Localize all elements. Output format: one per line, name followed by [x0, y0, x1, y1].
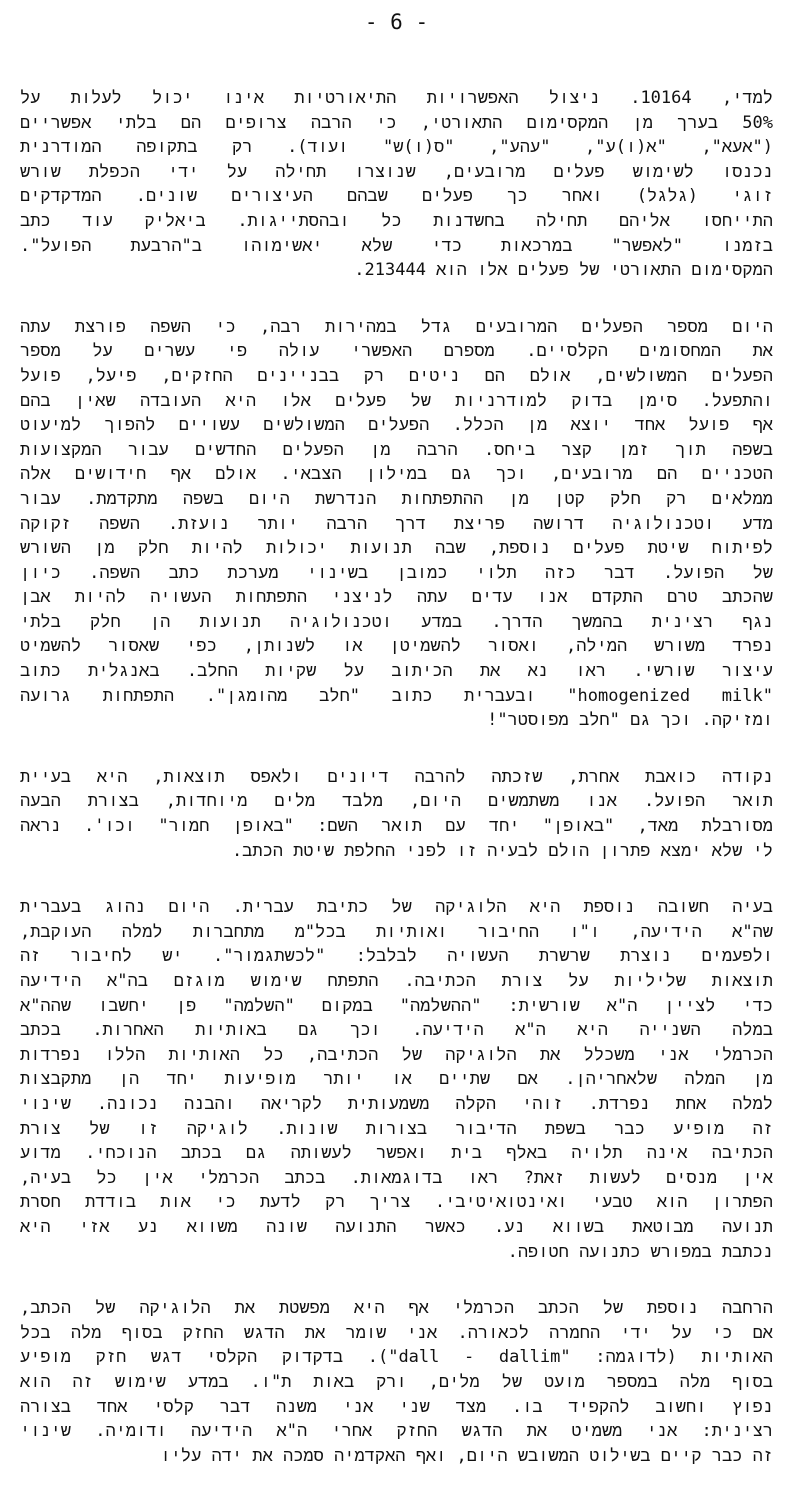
text-line: "homogenized milk" ובעברית כתוב "חלב מהומגן". התפתחות גרועה: [20, 685, 773, 706]
text-line: לפיתוח שיטת פעלים נוספת, שבה תנועות יכולות להיות חלק מן השורש: [20, 538, 773, 559]
text-line: במלה השנייה היא ה"א הידיעה. וכך גם באותיות האחרות. בכתב: [20, 1020, 773, 1041]
text-line: תנועה מבוטאת בשווא נע. כאשר התנועה שונה משווא נע אזי היא: [20, 1216, 773, 1237]
text-line: המקסימום התאורטי של פעלים אלו הוא 213444.: [354, 260, 773, 281]
text-line: נכתבת במפורש כתנועה חטופה.: [507, 1241, 773, 1262]
text-line: האותיות (לדוגמה: "dall - dallim"). בדקדוק הקלסי דגש חזק מופיע: [20, 1347, 773, 1368]
text-line: זה כבר קיים בשילוט המשובש היום, ואף האקדמיה סמכה את ידה עליו: [160, 1445, 773, 1466]
text-line: למדי, 10164. ניצול האפשרויות התיאורטיות אינו יכול לעלות על: [20, 88, 773, 108]
text-line: הפעלים המשולשים, אולם הם ניטים רק בבניינים החזקים, פיעל, פועל: [20, 365, 773, 386]
text-line: למלה אחת נפרדת. זוהי הקלה משמעותית לקריאה והבנה נכונה. שינוי: [20, 1093, 773, 1114]
text-line: מדע וטכנולוגיה דרושה פריצת דרך הרבה יותר נועזת. השפה זקוקה: [20, 513, 773, 534]
text-line: והתפעל. סימן בדוק למודרניות של פעלים אלו היא העובדה שאין בהם: [20, 390, 773, 411]
text-line: תוצאות שליליות על צורת הכתיבה. התפתח שימוש מוגזם בה"א הידיעה: [20, 971, 773, 991]
text-line: שהכתב טרם התקדם אנו עדים עתה לניצני התפתחות העשויה להיות אבן: [20, 587, 773, 608]
text-line: ("אעא", "א(ו)ע", "עהע", "ס(ו)ש" ועוד). רק בתקופה המודרנית: [20, 137, 773, 158]
body-text: [20, 86, 773, 1500]
text-line: נפוץ וחשוב להקפיד בו. מצד שני אני משנה דבר קלסי אחד בצורה: [20, 1396, 773, 1417]
text-line: את המחסומים הקלסיים. מספרם האפשרי עולה פי עשרים על מספר: [20, 341, 773, 362]
text-line: בשפה תוך זמן קצר ביחס. הרבה מן הפעלים החדשים עבור המקצועות: [20, 439, 773, 460]
text-line: ומזיקה. וכך גם "חלב מפוסטר"!: [487, 710, 773, 731]
text-line: בזמנו "לאפשר" במרכאות כדי שלא יאשימוהו ב"הרבעת הפועל".: [20, 235, 773, 256]
text-line: מן המלה שלאחריהן. אם שתיים או יותר מופיעות יחד הן מתקבצות: [20, 1069, 773, 1090]
text-line: אף פועל אחד יוצא מן הכלל. הפעלים המשולשים עשויים להפוך למיעוט: [20, 415, 773, 436]
text-line: הכרמלי אני משכלל את הלוגיקה של הכתיבה, כל האותיות הללו נפרדות: [20, 1044, 773, 1065]
text-line: נכנסו לשימוש פעלים מרובעים, שנוצרו תחילה על ידי הכפלת שורש: [20, 161, 773, 182]
text-line: כדי לציין ה"א שורשית: "ההשלמה" במקום "השלמה" פן יחשבו שהה"א: [20, 995, 773, 1016]
text-line: התייחסו אליהם תחילה בחשדנות כל ובהסתייגות. ביאליק עוד כתב: [20, 210, 773, 231]
paragraph: [20, 765, 773, 863]
text-line: אין מנסים לעשות זאת? ראו בדוגמאות. בכתב הכרמלי אין כל בעיה,: [20, 1167, 773, 1188]
text-line: הטכניים הם מרובעים, וכך גם במילון הצבאי. אולם אף חידושים אלה: [20, 464, 773, 485]
text-line: זה מופיע כבר בשפת הדיבור בצורות שונות. לוגיקה זו של צורת: [20, 1118, 773, 1139]
text-line: מסורבלת מאד, "באופן" יחד עם תואר השם: "באופן חמור" וכו'. נראה: [20, 816, 773, 837]
text-line: שה"א הידיעה, ו"ו החיבור ואותיות בכל"מ מתחברות למלה העוקבת,: [20, 921, 773, 942]
text-line: הרחבה נוספת של הכתב הכרמלי אף היא מפשטת את הלוגיקה של הכתב,: [20, 1298, 773, 1319]
text-line: הכתיבה אינה תלויה באלף בית ואפשר לעשותה גם בכתב הנוכחי. מדוע: [20, 1143, 773, 1164]
text-line: נגף רצינית בהמשך הדרך. במדע וטכנולוגיה תנועות הן חלק בלתי: [20, 611, 773, 632]
paragraph: [20, 1296, 773, 1468]
paragraph: [20, 895, 773, 1264]
page-number: - 6 -: [364, 10, 429, 34]
text-line: בסוף מלה במספר מועט של מלים, ורק באות ת"ו. במדע שימוש זה הוא: [20, 1371, 773, 1392]
text-line: לי שלא ימצא פתרון הולם לבעיה זו לפני החלפת שיטת הכתב.: [231, 840, 773, 861]
text-line: אם כי על ידי החמרה לכאורה. אני שומר את הדגש החזק בסוף מלה בכל: [20, 1322, 773, 1343]
text-line: נפרד משורש המילה, ואסור להשמיטן או לשנותן, כפי שאסור להשמיט: [20, 636, 773, 657]
text-line: רצינית: אני משמיט את הדגש החזק אחרי ה"א הידיעה ודומיה. שינוי: [20, 1421, 773, 1442]
text-line: בעיה חשובה נוספת היא הלוגיקה של כתיבת עברית. היום נהוג בעברית: [20, 897, 773, 918]
text-line: ממלאים רק חלק קטן מן ההתפתחות הנדרשת היום בשפה מתקדמת. עבור: [20, 488, 773, 509]
text-line: ולפעמים נוצרת שרשרת העשויה לבלבל: "לכשתגמור". יש לחיבור זה: [20, 946, 773, 967]
text-line: היום מספר הפעלים המרובעים גדל במהירות רבה, כי השפה פורצת עתה: [20, 316, 773, 337]
text-line: הפתרון הוא טבעי ואינטואיטיבי. צריך רק לדעת כי אות בודדת חסרת: [20, 1192, 773, 1213]
text-line: עיצור שורשי. ראו נא את הכיתוב על שקיות החלב. באנגלית כתוב: [20, 661, 773, 682]
text-line: של הפועל. דבר כזה תלוי כמובן בשינוי מערכת כתב השפה. כיון: [20, 562, 773, 583]
text-line: נקודה כואבת אחרת, שזכתה להרבה דיונים ולאפס תוצאות, היא בעיית: [20, 766, 773, 787]
text-line: זוגי (גלגל) ואחר כך פעלים שבהם העיצורים שונים. המדקדקים: [20, 186, 773, 207]
text-line: תואר הפועל. אנו משתמשים היום, מלבד מלים מיוחדות, בצורת הבעה: [20, 791, 773, 812]
paragraph: [20, 315, 773, 733]
text-line: 50% בערך מן המקסימום התאורטי, כי הרבה צרופים הם בלתי אפשריים: [20, 112, 773, 133]
paragraph: [20, 86, 773, 283]
